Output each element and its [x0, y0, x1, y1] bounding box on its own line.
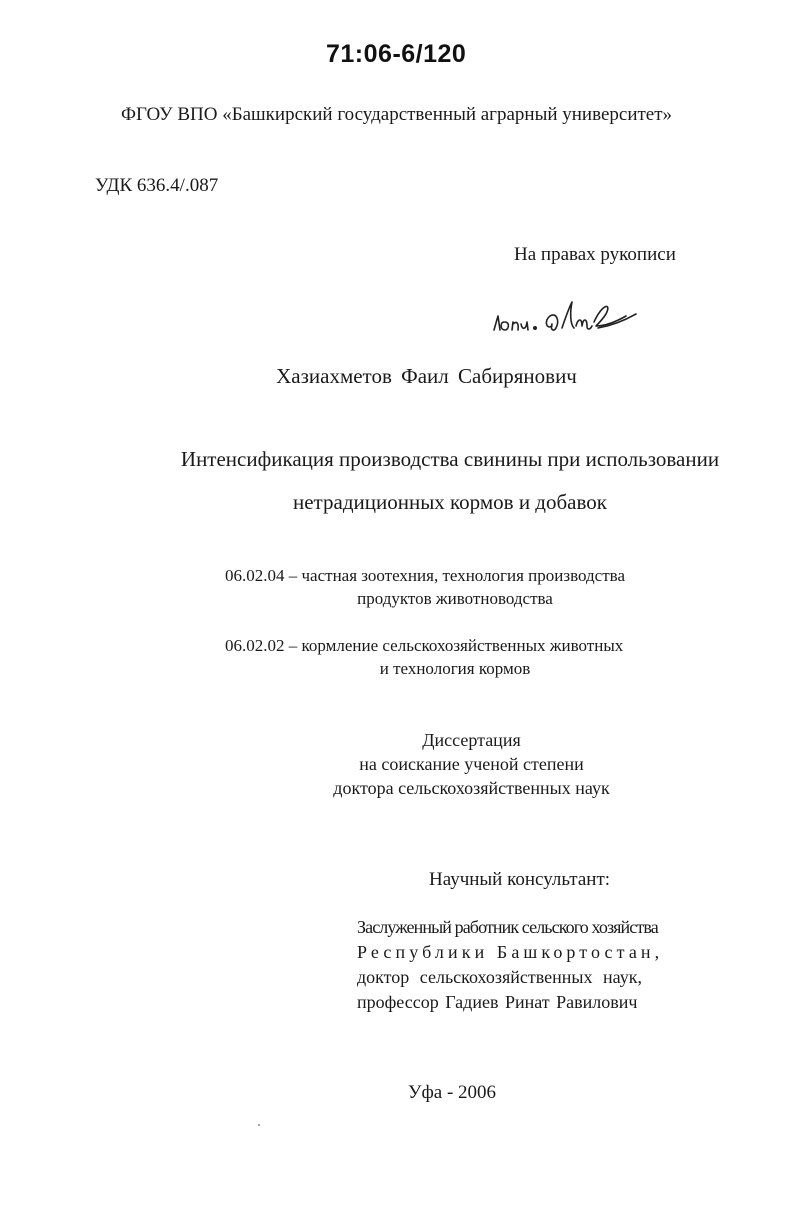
specialty-1-line-2: продуктов животноводства	[357, 589, 553, 608]
udc-code: УДК 636.4/.087	[95, 175, 219, 196]
institution-name: ФГОУ ВПО «Башкирский государственный аграрный университет»	[120, 104, 673, 125]
degree-statement-line-3: доктора сельскохозяйственных наук	[333, 778, 610, 798]
consultant-label: Научный консультант:	[429, 869, 611, 890]
consultant-line-3: доктор сельскохозяйственных наук,	[357, 967, 642, 987]
specialty-1-line-1: 06.02.04 – частная зоотехния, технология производства	[225, 566, 625, 585]
degree-statement-line-2: на соискание ученой степени	[359, 754, 584, 774]
specialty-1	[225, 564, 685, 610]
degree-statement-line-1: Диссертация	[422, 730, 521, 750]
dissertation-title	[100, 438, 793, 524]
dissertation-title-line-1: Интенсификация производства свинины при использовании	[180, 447, 720, 471]
specialty-2-line-2: и технология кормов	[379, 659, 531, 678]
specialty-2-line-1: 06.02.02 – кормление сельскохозяйственных животных	[225, 636, 624, 655]
specialty-2	[225, 634, 685, 680]
author-name: Хазиахметов Фаил Сабирянович	[276, 364, 577, 388]
handwritten-signature-icon	[486, 286, 656, 342]
manuscript-rights-note: На правах рукописи	[514, 244, 676, 265]
consultant-line-4: профессор Гадиев Ринат Равилович	[357, 992, 638, 1012]
degree-statement	[0, 728, 793, 800]
scan-speck	[258, 1124, 260, 1126]
dissertation-title-line-2: нетрадиционных кормов и добавок	[293, 490, 607, 514]
consultant-line-2: Республики Башкортостан,	[357, 942, 664, 962]
archive-code: 71:06-6/120	[326, 40, 467, 68]
city-year: Уфа - 2006	[408, 1082, 497, 1103]
consultant-details	[357, 915, 677, 1015]
consultant-line-1: Заслуженный работник сельского хозяйства	[357, 917, 658, 937]
